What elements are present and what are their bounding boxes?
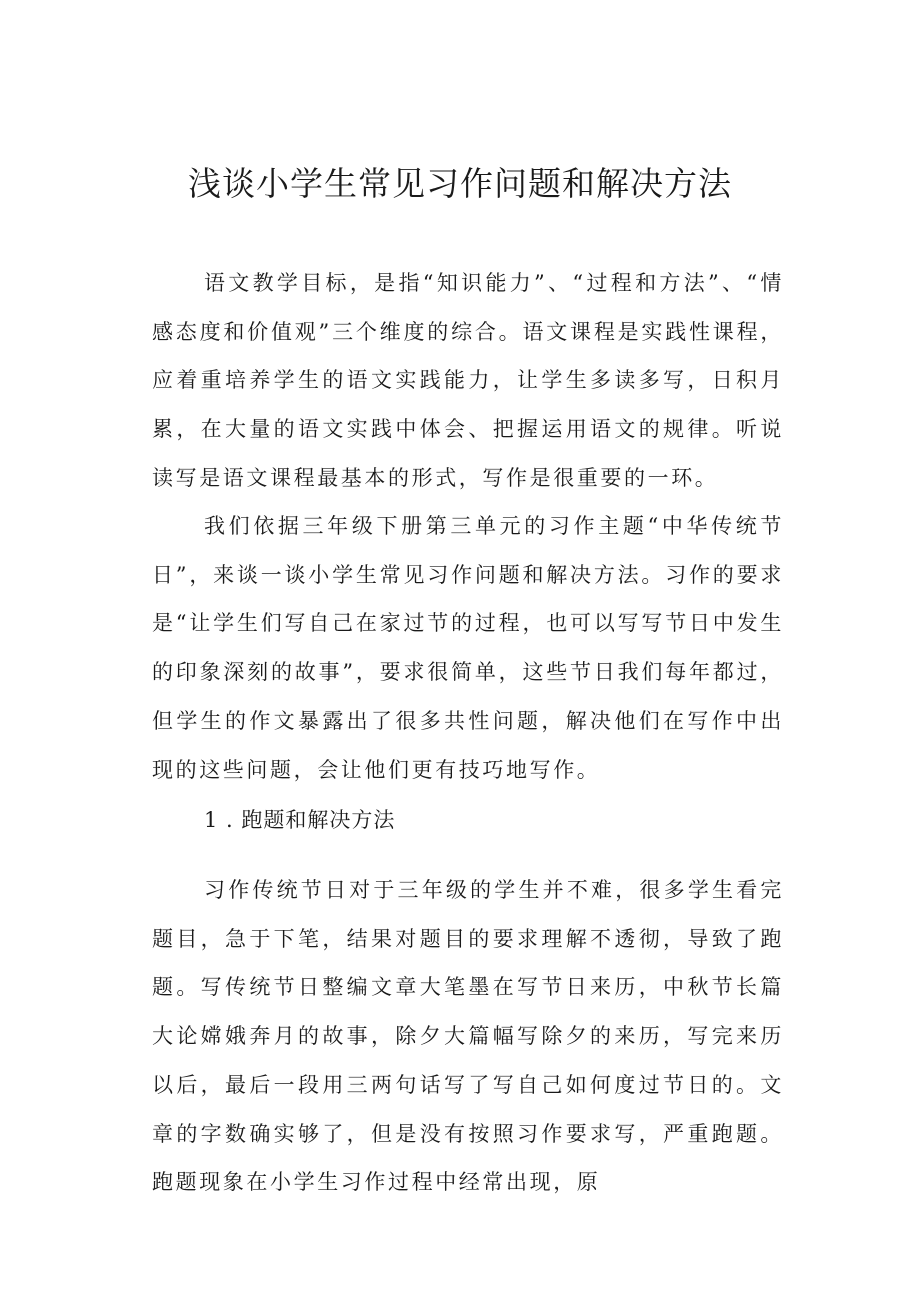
paragraph-intro: 语文教学目标，是指“知识能力”、“过程和方法”、“情感态度和价值观”三个维度的综合。语文课程是实践性课程，应着重培养学生的语文实践能力，让学生多读多写，日积月累，在大量的语文实践中体会、把握运用语文的规律。听说读写是语文课程最基本的形式，写作是很重要的一环。 [152,271,784,490]
paragraph-context: 我们依据三年级下册第三单元的习作主题“中华传统节日”，来谈一谈小学生常见习作问题和解决方法。习作的要求是“让学生们写自己在家过节的过程，也可以写写节日中发生的印象深刻的故事”，要求很简单，这些节日我们每年都过，但学生的作文暴露出了很多共性问题，解决他们在写作中出现的这些问题，会让他们更有技巧地写作。 [152,514,784,782]
section-heading: 1 . 跑题和解决方法 [204,808,396,832]
document-title: 浅谈小学生常见习作问题和解决方法 [188,164,732,203]
paragraph-section-1: 习作传统节日对于三年级的学生并不难，很多学生看完题目，急于下笔，结果对题目的要求理解不透彻，导致了跑题。写传统节日整编文章大笔墨在写节日来历，中秋节长篇大论嫦娥奔月的故事，除夕大篇幅写除夕的来历，写完来历以后，最后一段用三两句话写了写自己如何度过节日的。文章的字数确实够了，但是没有按照习作要求写，严重跑题。跑题现象在小学生习作过程中经常出现，原 [152,878,784,1195]
